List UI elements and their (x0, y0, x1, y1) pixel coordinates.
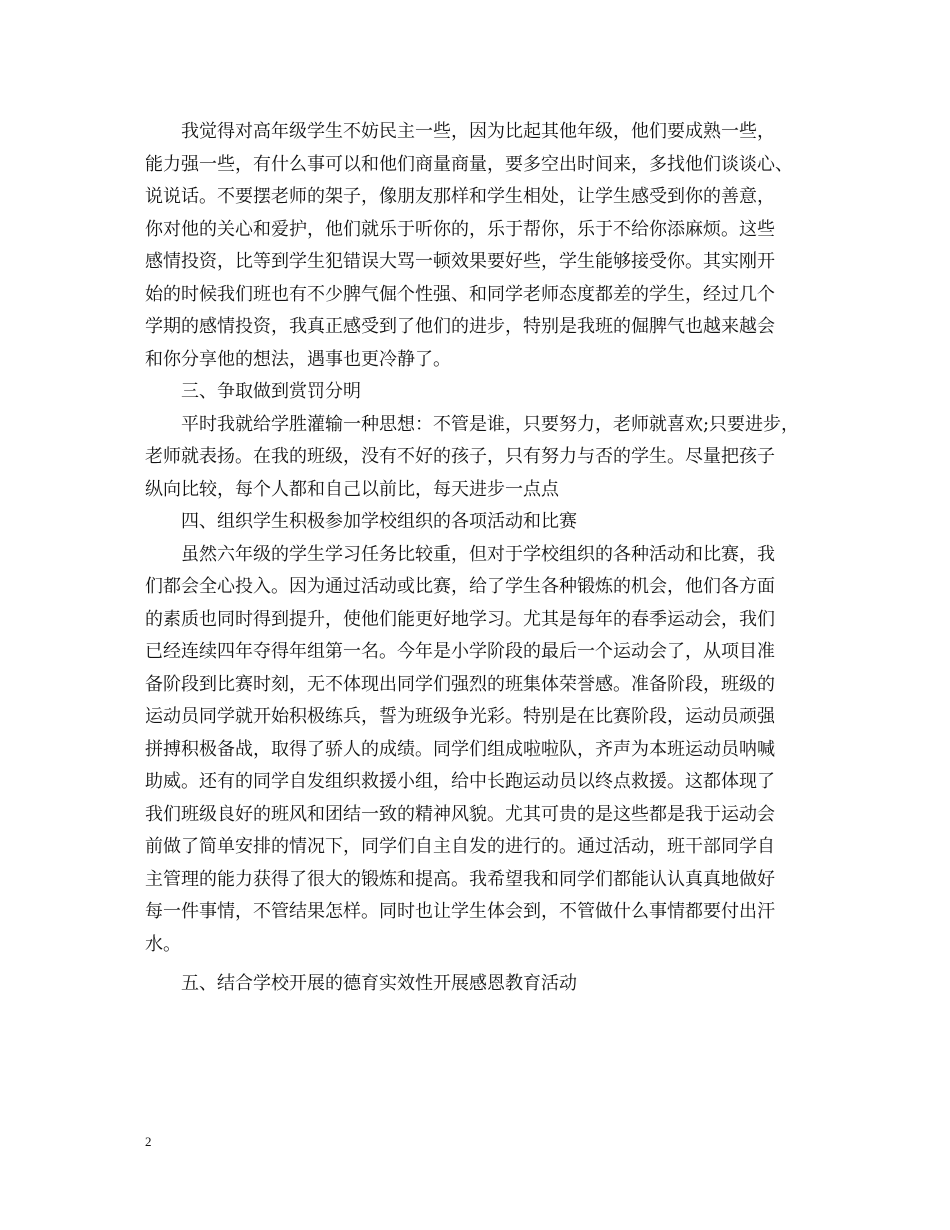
section-heading: 五、结合学校开展的德育实效性开展感恩教育活动 (181, 973, 577, 994)
paragraph-gap (145, 961, 815, 968)
paragraph-line: 说说话。不要摆老师的架子，像朋友那样和学生相处，让学生感受到你的善意， (145, 186, 775, 207)
paragraph-line: 备阶段到比赛时刻，无不体现出同学们强烈的班集体荣誉感。准备阶段，班级的 (145, 673, 775, 695)
paragraph-line: 前做了简单安排的情况下，同学们自主自发的进行的。通过活动，班干部同学自 (145, 836, 775, 857)
page-number: 2 (145, 1134, 152, 1149)
paragraph-line: 每一件事情，不管结果怎样。同时也让学生体会到，不管做什么事情都要付出汗 (145, 901, 775, 922)
paragraph-line: 主管理的能力获得了很大的锻炼和提高。我希望我和同学们都能认认真真地做好 (145, 868, 775, 890)
paragraph-line: 能力强一些，有什么事可以和他们商量商量，要多空出时间来，多找他们谈谈心、 (145, 153, 793, 175)
paragraph-line: 水。 (145, 933, 181, 955)
paragraph-line: 虽然六年级的学生学习任务比较重，但对于学校组织的各种活动和比赛，我 (181, 543, 775, 565)
paragraph-line: 平时我就给学胜灌输一种思想：不管是谁，只要努力，老师就喜欢;只要进步， (181, 413, 800, 435)
paragraph-line: 学期的感情投资，我真正感受到了他们的进步，特别是我班的倔脾气也越来越会 (145, 316, 775, 337)
body-text (145, 116, 815, 1001)
paragraph-line: 们都会全心投入。因为通过活动或比赛，给了学生各种锻炼的机会，他们各方面 (145, 576, 775, 597)
paragraph-line: 和你分享他的想法，遇事也更冷静了。 (145, 348, 451, 370)
section-heading: 四、组织学生积极参加学校组织的各项活动和比赛 (181, 511, 577, 532)
paragraph-line: 我觉得对高年级学生不妨民主一些，因为比起其他年级，他们要成熟一些， (181, 121, 775, 142)
paragraph-line: 我们班级良好的班风和团结一致的精神风貌。尤其可贵的是这些都是我于运动会 (145, 803, 775, 825)
paragraph-line: 拼搏积极备战，取得了骄人的成绩。同学们组成啦啦队，齐声为本班运动员呐喊 (145, 738, 775, 760)
paragraph-line: 运动员同学就开始积极练兵，誓为班级争光彩。特别是在比赛阶段，运动员顽强 (145, 706, 775, 727)
paragraph-line: 感情投资，比等到学生犯错误大骂一顿效果要好些，学生能够接受你。其实刚开 (145, 251, 775, 272)
paragraph-line: 你对他的关心和爱护，他们就乐于听你的，乐于帮你，乐于不给你添麻烦。这些 (145, 218, 775, 240)
paragraph-line: 始的时候我们班也有不少脾气倔个性强、和同学老师态度都差的学生，经过几个 (145, 283, 775, 305)
paragraph-line: 助威。还有的同学自发组织救援小组，给中长跑运动员以终点救援。这都体现了 (145, 771, 775, 792)
paragraph-line: 已经连续四年夺得年组第一名。今年是小学阶段的最后一个运动会了，从项目准 (145, 641, 775, 662)
paragraph-line: 的素质也同时得到提升，使他们能更好地学习。尤其是每年的春季运动会，我们 (145, 608, 775, 630)
paragraph-line: 老师就表扬。在我的班级，没有不好的孩子，只有努力与否的学生。尽量把孩子 (145, 446, 775, 467)
paragraph-line: 纵向比较，每个人都和自己以前比，每天进步一点点 (145, 478, 559, 500)
section-heading: 三、争取做到赏罚分明 (181, 381, 361, 402)
